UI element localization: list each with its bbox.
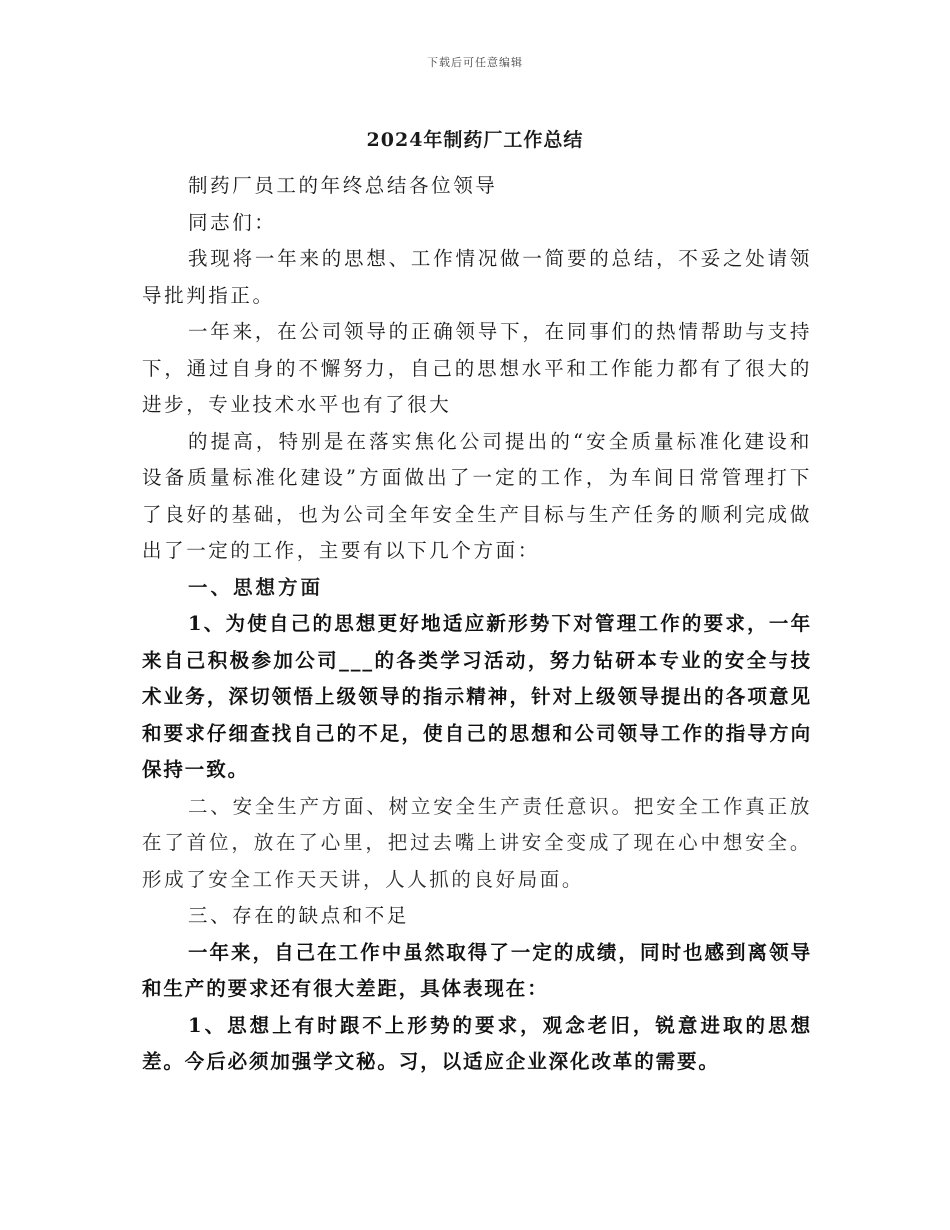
section-heading-shortcomings: 三、存在的缺点和不足	[188, 904, 410, 927]
paragraph-achievements: 的提高，特别是在落实焦化公司提出的“安全质量标准化建设和设备质量标准化建设”方面做出了一定的工作，为车间日常管理打下了良好的基础，也为公司全年安全生产目标与生产任务的顺利完成做出了一定的工作，主要有以下几个方面：	[142, 429, 812, 562]
paragraph-shortcomings-intro: 一年来，自己在工作中虽然取得了一定的成绩，同时也感到离领导和生产的要求还有很大差距，具体表现在：	[142, 940, 812, 1000]
paragraph-safety: 二、安全生产方面、树立安全生产责任意识。把安全工作真正放在了首位，放在了心里，把过去嘴上讲安全变成了现在心中想安全。形成了安全工作天天讲，人人抓的良好局面。	[142, 794, 812, 891]
document-body	[142, 168, 812, 1081]
section-heading-thinking: 一、思想方面	[188, 575, 324, 599]
paragraph-salutation: 同志们：	[188, 210, 277, 234]
header-note: 下载后可任意编辑	[427, 56, 523, 69]
document-title: 2024年制药厂工作总结	[366, 129, 584, 151]
paragraph-shortcomings-1: 1、思想上有时跟不上形势的要求，观念老旧，锐意进取的思想差。今后必须加强学文秘。习，以适应企业深化改革的需要。	[142, 1013, 812, 1073]
paragraph-intro: 我现将一年来的思想、工作情况做一简要的总结，不妥之处请领导批判指正。	[142, 247, 812, 307]
paragraph-greeting: 制药厂员工的年终总结各位领导	[188, 174, 498, 197]
paragraph-thinking-1: 1、为使自己的思想更好地适应新形势下对管理工作的要求，一年来自己积极参加公司___的各类学习活动，努力钻研本专业的安全与技术业务，深切领悟上级领导的指示精神，针对上级领导提出的各项意见和要求仔细查找自己的不足，使自己的思想和公司领导工作的指导方向保持一致。	[142, 612, 812, 781]
paragraph-overview: 一年来，在公司领导的正确领导下，在同事们的热情帮助与支持下，通过自身的不懈努力，自己的思想水平和工作能力都有了很大的进步，专业技术水平也有了很大	[142, 320, 812, 416]
